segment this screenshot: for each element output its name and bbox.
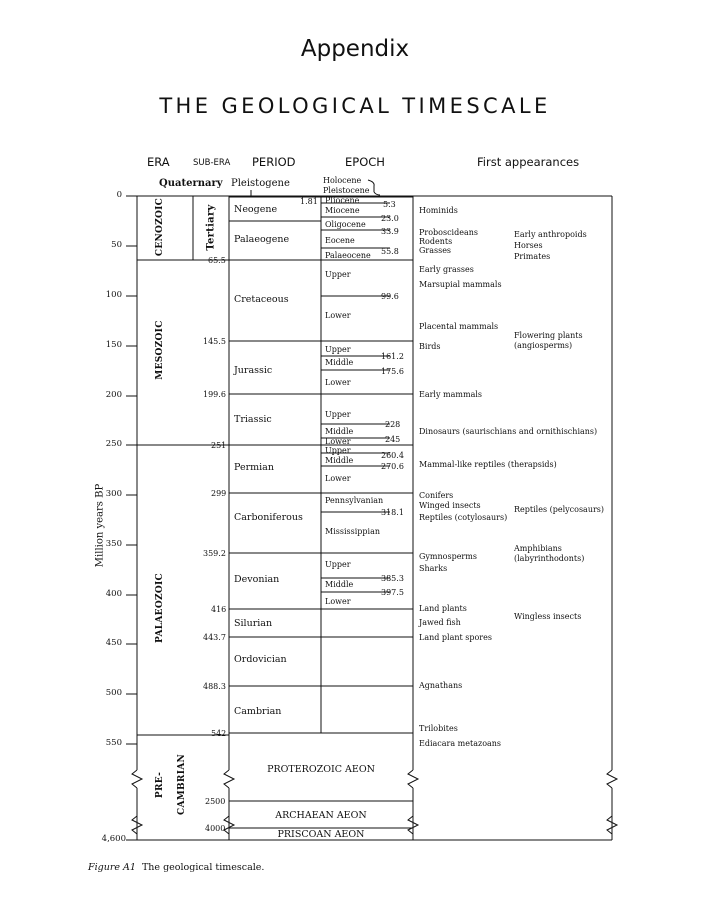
fa-reptiles-pelycosaurs: Reptiles (pelycosaurs) <box>514 505 605 514</box>
epoch-jurassic-lower: Lower <box>325 378 351 387</box>
aeon-archaean: ARCHAEAN AEON <box>275 810 367 821</box>
epoch-permian-lower: Lower <box>325 474 351 483</box>
tick-350: 350 <box>105 539 122 549</box>
period-cretaceous: Cretaceous <box>234 294 289 305</box>
epoch-triassic-upper: Upper <box>325 410 351 419</box>
fa-early-grasses: Early grasses <box>419 265 474 274</box>
epoch-boundary-175.6: 175.6 <box>381 367 404 376</box>
fa-birds: Birds <box>419 342 441 351</box>
epoch-cretaceous-upper: Upper <box>325 270 351 279</box>
period-palaeogene: Palaeogene <box>234 234 290 245</box>
epoch-palaeocene: Palaeocene <box>325 251 371 260</box>
boundary-199.6: 199.6 <box>203 390 226 399</box>
caption-text: The geological timescale. <box>141 862 265 873</box>
fa-agnathans: Agnathans <box>419 681 463 690</box>
boundary-443.7: 443.7 <box>203 633 226 642</box>
header-sub-era: SUB-ERA <box>193 158 231 168</box>
fa-rodents: Rodents <box>419 237 453 246</box>
epoch-holocene: Holocene <box>323 176 362 185</box>
fa-marsupial-mammals: Marsupial mammals <box>419 280 502 289</box>
epoch-boundary-270.6: 270.6 <box>381 462 404 471</box>
epoch-boundary-33.9: 33.9 <box>381 227 399 236</box>
header-epoch: EPOCH <box>345 155 385 169</box>
boundary-542: 542 <box>211 729 227 738</box>
tick-0: 0 <box>116 190 122 200</box>
fa-ediacara: Ediacara metazoans <box>419 739 502 748</box>
fa-dinosaurs: Dinosaurs (saurischians and ornithischians) <box>419 427 598 436</box>
epoch-jurassic-upper: Upper <box>325 345 351 354</box>
fa-jawed-fish: Jawed fish <box>419 618 461 627</box>
y-axis-label: Million years BP <box>94 483 106 568</box>
fa-grasses: Grasses <box>419 246 452 255</box>
epoch-boundary-161.2: 161.2 <box>381 352 404 361</box>
fa-angiosperms: (angiosperms) <box>514 341 573 350</box>
fa-land-plants: Land plants <box>419 604 467 613</box>
tick-400: 400 <box>105 589 122 599</box>
boundary-65.5: 65.5 <box>208 256 226 265</box>
fa-horses: Horses <box>514 241 543 250</box>
epoch-boundary-55.8: 55.8 <box>381 247 399 256</box>
tick-450: 450 <box>105 638 122 648</box>
epoch-boundary-5.3: 5.3 <box>383 200 396 209</box>
aeon-priscoan: PRISCOAN AEON <box>277 829 365 840</box>
epoch-pennsylvanian: Pennsylvanian <box>325 496 384 505</box>
period-ordovician: Ordovician <box>234 654 287 665</box>
epoch-permian-upper: Upper <box>325 446 351 455</box>
epoch-boundary-228: 228 <box>385 420 401 429</box>
epoch-devonian-upper: Upper <box>325 560 351 569</box>
period-silurian: Silurian <box>234 618 273 629</box>
epoch-miocene: Miocene <box>325 206 360 215</box>
period-cambrian: Cambrian <box>234 706 282 717</box>
period-devonian: Devonian <box>234 574 280 585</box>
fa-sharks: Sharks <box>419 564 448 573</box>
period-carboniferous: Carboniferous <box>234 512 303 523</box>
epoch-pleistocene: Pleistocene <box>323 186 370 195</box>
fa-conifers: Conifers <box>419 491 454 500</box>
boundary-4000: 4000 <box>205 824 226 833</box>
epoch-cretaceous-lower: Lower <box>325 311 351 320</box>
fa-amphibians: Amphibians <box>514 544 562 553</box>
header-period: PERIOD <box>252 155 296 169</box>
epoch-jurassic-middle: Middle <box>325 358 354 367</box>
era-cenozoic: CENOZOIC <box>155 197 165 257</box>
boundary-359.2: 359.2 <box>203 549 226 558</box>
fa-early-mammals: Early mammals <box>419 390 483 399</box>
tick-500: 500 <box>105 688 122 698</box>
epoch-mississippian: Mississippian <box>325 527 381 536</box>
tick-250: 250 <box>105 439 122 449</box>
boundary-299: 299 <box>211 489 227 498</box>
tick-4600: 4,600 <box>101 834 126 844</box>
tick-550: 550 <box>105 738 122 748</box>
era-precambrian-2: CAMBRIAN <box>177 753 187 815</box>
boundary-251: 251 <box>211 441 227 450</box>
figure-caption <box>88 862 264 873</box>
epoch-boundary-99.6: 99.6 <box>381 292 399 301</box>
tick-200: 200 <box>105 390 122 400</box>
fa-labyrinthodonts: (labyrinthodonts) <box>514 554 585 563</box>
epoch-devonian-middle: Middle <box>325 580 354 589</box>
epoch-oligocene: Oligocene <box>325 220 366 229</box>
period-neogene: Neogene <box>234 204 278 215</box>
fa-placental-mammals: Placental mammals <box>419 322 499 331</box>
period-permian: Permian <box>234 462 274 473</box>
header-first-appearances: First appearances <box>477 155 580 169</box>
boundary-416: 416 <box>211 605 227 614</box>
fa-mammal-like-reptiles: Mammal-like reptiles (therapsids) <box>419 460 557 469</box>
fa-early-anthropoids: Early anthropoids <box>514 230 587 239</box>
fa-proboscideans: Proboscideans <box>419 228 478 237</box>
epoch-pliocene: Pliocene <box>325 196 360 205</box>
fa-winged-insects: Winged insects <box>419 501 481 510</box>
fa-flowering-plants: Flowering plants <box>514 331 583 340</box>
fa-wingless-insects: Wingless insects <box>514 612 582 621</box>
era-palaeozoic: PALAEOZOIC <box>155 573 165 643</box>
epoch-boundary-397.5: 397.5 <box>381 588 404 597</box>
epoch-triassic-middle: Middle <box>325 427 354 436</box>
boundary-488.3: 488.3 <box>203 682 226 691</box>
era-mesozoic: MESOZOIC <box>155 320 165 380</box>
tick-300: 300 <box>105 489 122 499</box>
period-jurassic: Jurassic <box>234 365 273 376</box>
aeon-proterozoic: PROTEROZOIC AEON <box>267 764 375 775</box>
epoch-boundary-318.1: 318.1 <box>381 508 404 517</box>
epoch-boundary-23.0: 23.0 <box>381 214 399 223</box>
epoch-triassic-lower: Lower <box>325 437 351 446</box>
boundary-1.81: 1.81 <box>300 197 318 206</box>
fa-hominids: Hominids <box>419 206 458 215</box>
fa-gymnosperms: Gymnosperms <box>419 552 477 561</box>
caption-label: Figure A1 <box>88 862 136 873</box>
boundary-145.5: 145.5 <box>203 337 226 346</box>
figure-title: THE GEOLOGICAL TIMESCALE <box>159 94 551 118</box>
period-triassic: Triassic <box>234 414 272 425</box>
epoch-boundary-245: 245 <box>385 435 401 444</box>
quaternary-label: Quaternary <box>159 178 223 189</box>
epoch-boundary-385.3: 385.3 <box>381 574 404 583</box>
epoch-permian-middle: Middle <box>325 456 354 465</box>
subera-tertiary: Tertiary <box>205 204 217 251</box>
era-precambrian-1: PRE- <box>155 771 165 799</box>
header-era: ERA <box>147 155 170 169</box>
epoch-devonian-lower: Lower <box>325 597 351 606</box>
epoch-boundary-260.4: 260.4 <box>381 451 404 460</box>
page-title: Appendix <box>300 36 410 62</box>
fa-land-plant-spores: Land plant spores <box>419 633 492 642</box>
fa-trilobites: Trilobites <box>419 724 458 733</box>
tick-150: 150 <box>105 340 122 350</box>
pleistogene-label: Pleistogene <box>231 178 290 189</box>
fa-primates: Primates <box>514 252 551 261</box>
boundary-2500: 2500 <box>205 797 226 806</box>
fa-reptiles-cotylosaurs: Reptiles (cotylosaurs) <box>419 513 508 522</box>
tick-100: 100 <box>105 290 122 300</box>
tick-50: 50 <box>111 240 122 250</box>
epoch-eocene: Eocene <box>325 236 355 245</box>
